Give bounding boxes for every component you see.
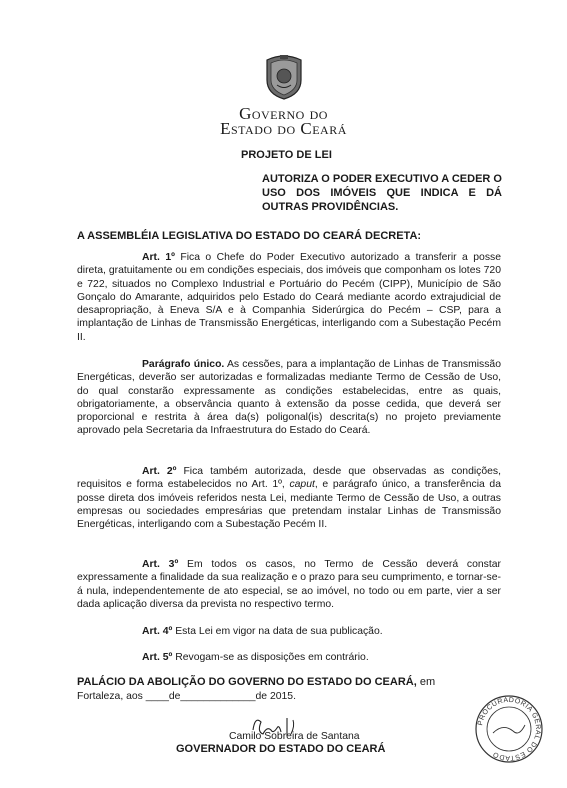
- article-3: [77, 558, 501, 611]
- ementa: AUTORIZA O PODER EXECUTIVO A CEDER O USO DOS IMÓVEIS QUE INDICA E DÁ OUTRAS PROVIDÊNCIAS.: [262, 173, 502, 213]
- article-label: Art. 3º: [142, 559, 179, 570]
- svg-text:PROCURADORIA GERAL DO ESTADO: PROCURADORIA GERAL DO ESTADO: [477, 696, 542, 762]
- article-label: Art. 5º: [142, 652, 173, 663]
- state-coat-of-arms-icon: [263, 52, 305, 100]
- article-text: , e parágrafo único, a transferência da posse direta dos imóveis referidos nesta Lei, mediante Termo de Cessão de Uso, a outras empresas ou sociedades empresárias que pretendam instalar Linhas de Transmissão Energéticas, interligando com a Subestação Pecém II.: [77, 479, 501, 531]
- article-label: Art. 4º: [142, 626, 173, 637]
- article-4: [77, 625, 501, 638]
- caput-term: caput: [289, 479, 315, 491]
- signer-name: Camilo Sobreira de Santana: [229, 731, 360, 742]
- sole-paragraph: [77, 358, 501, 438]
- article-label: Art. 2º: [142, 466, 177, 477]
- document-type: PROJETO DE LEI: [241, 149, 332, 161]
- article-text: Fica também autorizada, desde que observadas as condições, requisitos e forma estabelecidos no Art. 1º,: [77, 466, 501, 491]
- article-text: As cessões, para a implantação de Linhas de Transmissão Energéticas, deverão ser autorizadas e formalizadas mediante Termo de Cessão de Uso, do qual constarão expressamente as condições estabelecidas, entre as quais, obrigatoriamente, a observância quanto à extensão da posse cedida, que deverá ser proporcional e restrita à área da(s) poligonal(is) descrita(s) no projeto previamente aprovado pela Secretaria da Infraestrutura do Estado do Ceará.: [77, 359, 501, 437]
- header-line-1: Governo do: [239, 104, 328, 123]
- article-label: Parágrafo único.: [142, 359, 225, 370]
- signer-title: GOVERNADOR DO ESTADO DO CEARÁ: [176, 743, 386, 755]
- article-text: Revogam-se as disposições em contrário.: [172, 652, 369, 663]
- article-text: Fica o Chefe do Poder Executivo autorizado a transferir a posse direta, gratuitamente ou em condições especiais, dos imóveis que componham os lotes 720 e 722, situados no Complexo Industrial e Portuário do Pecém (CIPP), Município de São Gonçalo do Amarante, adquiridos pelo Estado do Ceará mediante acordo extrajudicial de desapropriação, à Eneva S/A e à Companhia Siderúrgica do Pecém – CSP, para a implantação de Linhas de Transmissão Energéticas, interligando com a Subestação Pecém II.: [77, 252, 501, 343]
- decree-heading: A ASSEMBLÉIA LEGISLATIVA DO ESTADO DO CEARÁ DECRETA:: [77, 230, 422, 242]
- palace-em: em: [416, 676, 436, 688]
- article-text: Esta Lei em vigor na data de sua publicação.: [172, 626, 383, 637]
- date-line: Fortaleza, aos ____de_____________de 2015.: [77, 691, 296, 702]
- article-2: [77, 465, 501, 531]
- article-label: Art. 1º: [142, 252, 175, 263]
- palace-name: PALÁCIO DA ABOLIÇÃO DO GOVERNO DO ESTADO DO CEARÁ,: [77, 676, 417, 688]
- official-stamp-seal: [473, 693, 545, 765]
- article-5: [77, 651, 501, 664]
- header-line-2: Estado do Ceará: [220, 119, 347, 138]
- article-text: Em todos os casos, no Termo de Cessão deverá constar expressamente a finalidade da sua realização e o prazo para seu cumprimento, e tornar-se-á nula, independentemente de ato especial, se ao imóvel, no todo ou em parte, vier a ser dada aplicação diversa da prevista no respectivo termo.: [77, 559, 502, 610]
- article-1: [77, 251, 501, 344]
- palace-line: [77, 675, 501, 689]
